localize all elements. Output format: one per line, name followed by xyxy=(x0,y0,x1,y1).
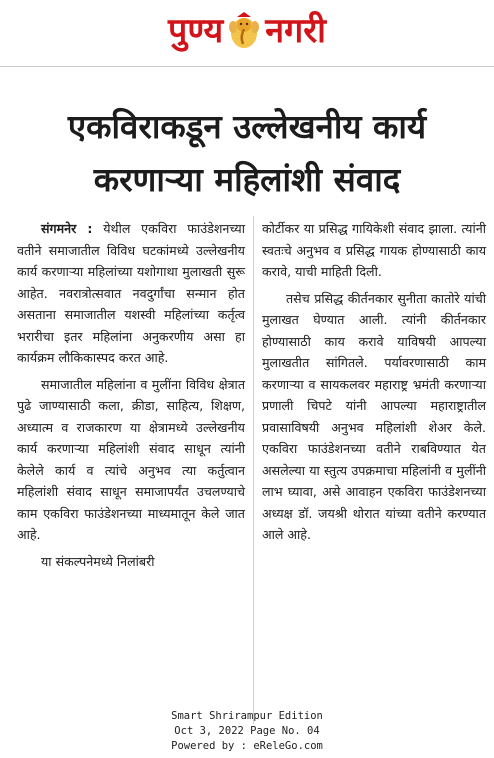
article-right-column xyxy=(262,218,486,546)
column-divider xyxy=(253,216,254,724)
article-paragraph-text: येथील एकविरा फाउंडेशनच्या वतीने समाजातील विविध घटकांमध्ये उल्लेखनीय कार्य करणाऱ्या महिलांच्या यशोगाथा मुलाखती सुरू आहेत. नवरात्रोत्सवात नवदुर्गांचा सन्मान होत असताना समाजातील यशस्वी महिलांच्या कर्तृत्व भरारीचा इतर महिलांना अनुकरणीय असा हा कार्यक्रम लौकिकास्पद करत आहे. xyxy=(17,221,245,365)
masthead-title-right: नगरी xyxy=(265,11,326,51)
footer-edition: Smart Shrirampur Edition xyxy=(171,710,323,722)
article-paragraph: या संकल्पनेमध्ये निलांबरी xyxy=(41,553,155,569)
article-paragraph: तसेच प्रसिद्ध कीर्तनकार सुनीता कातोरे यांची मुलाखत घेण्यात आली. त्यांनी कीर्तनकार होण्यासाठी काय करावे याविषयी आपल्या मुलाखतीत सांगितले. पर्यावरणासाठी काम करणाऱ्या व सायकलवर महाराष्ट्र भ्रमंती करणाऱ्या प्रणाली चिपटे यांनी आपल्या महाराष्ट्रातील प्रवासाविषयी अनुभव महिलांशी शेअर केले. एकविरा फाउंडेशनच्या वतीने राबविण्यात येत असलेल्या या स्तुत्य उपक्रमाचा महिलांनी व मुलींनी लाभ घ्यावा, असे आवाहन एकविरा फाउंडेशनच्या अध्यक्ष डॉ. जयश्री थोरात यांच्या वतीने करण्यात आले आहे. xyxy=(262,290,486,542)
headline-line-2: करणाऱ्या महिलांशी संवाद xyxy=(93,160,401,199)
headline-line-1: एकविराकडून उल्लेखनीय कार्य xyxy=(67,107,427,146)
ganesha-logo-icon xyxy=(227,11,261,51)
footer-powered-by: Powered by : eReleGo.com xyxy=(171,740,323,752)
masthead-title-left: पुण्य xyxy=(168,11,224,51)
footer-date-page: Oct 3, 2022 Page No. 04 xyxy=(174,725,320,737)
masthead-rule xyxy=(0,66,494,67)
article-paragraph xyxy=(17,218,245,369)
article-paragraph: कोर्टीकर या प्रसिद्ध गायिकेशी संवाद झाला. त्यांनी स्वतःचे अनुभव व प्रसिद्ध गायक होण्यासाठी काय करावे, याची माहिती दिली. xyxy=(262,221,486,279)
masthead xyxy=(0,0,494,62)
article-left-column xyxy=(17,218,245,572)
edition-footer xyxy=(0,709,494,754)
article-paragraph: समाजातील महिलांना व मुलींना विविध क्षेत्रात पुढे जाण्यासाठी कला, क्रीडा, साहित्य, शिक्षण, अध्यात्म व राजकारण या क्षेत्रामध्ये उल्लेखनीय कार्य करणाऱ्या महिलांशी संवाद साधून त्यांनी केलेले कार्य व त्यांचे अनुभव त्या कर्तुत्वान महिलांशी संवाद साधून समाजापर्यंत उचलण्याचे काम एकविरा फाउंडेशनच्या माध्यमातून केले जात आहे. xyxy=(17,376,245,542)
article-dateline: संगमनेर : xyxy=(41,221,93,236)
